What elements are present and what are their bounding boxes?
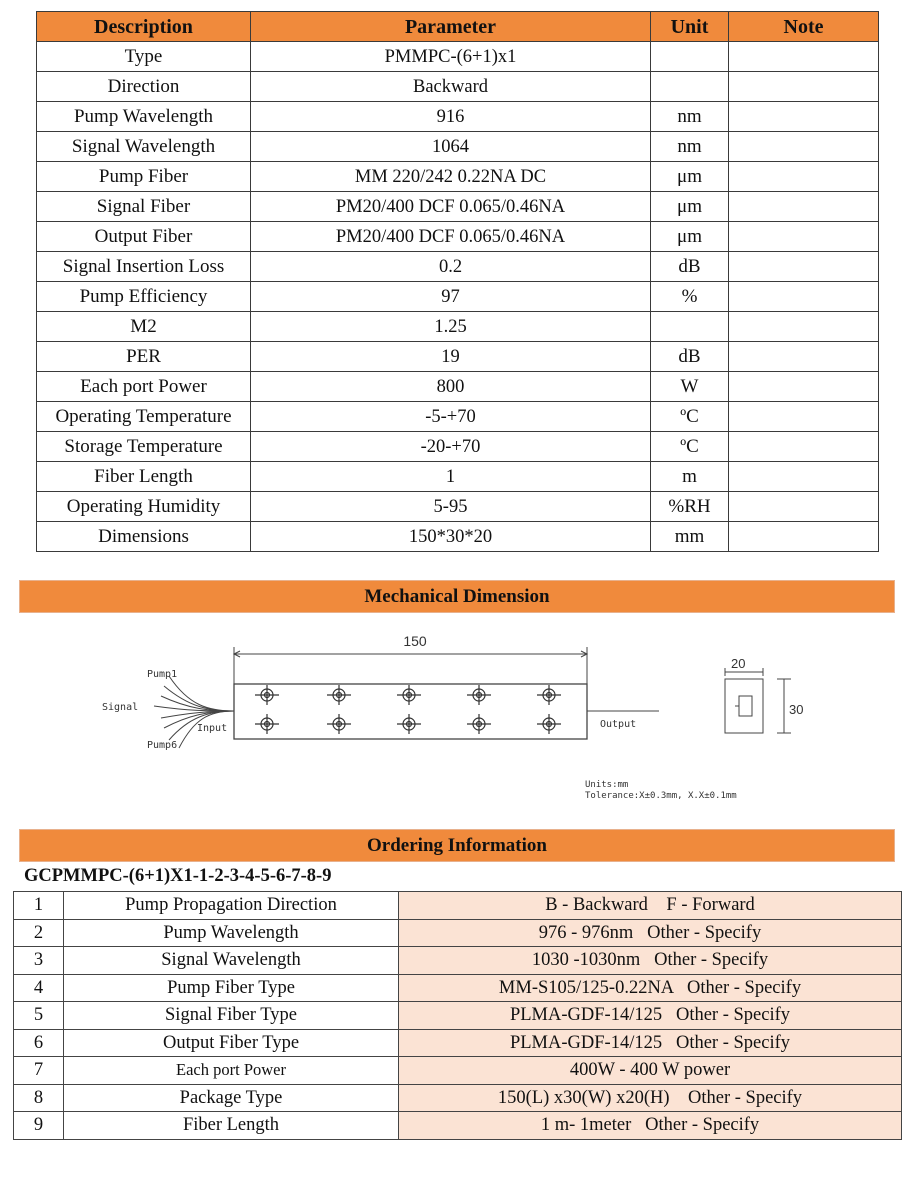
spec-note (729, 312, 879, 342)
ordering-field: Package Type (64, 1084, 399, 1112)
spec-parameter: 97 (251, 282, 651, 312)
spec-note (729, 522, 879, 552)
ordering-row (14, 892, 902, 920)
ordering-field: Pump Fiber Type (64, 974, 399, 1002)
spec-note (729, 492, 879, 522)
ordering-options: B - Backward F - Forward (399, 892, 902, 920)
spec-unit: m (651, 462, 729, 492)
spec-unit (651, 42, 729, 72)
pump6-label: Pump6 (147, 740, 178, 751)
spec-unit: μm (651, 222, 729, 252)
spec-parameter: Backward (251, 72, 651, 102)
screw-hole-icon (537, 685, 561, 705)
spec-unit: nm (651, 132, 729, 162)
ordering-information-header: Ordering Information (19, 829, 895, 862)
ordering-row (14, 1057, 902, 1085)
pump1-label: Pump1 (147, 669, 178, 680)
spec-description: Direction (37, 72, 251, 102)
ordering-table-body (14, 892, 902, 1140)
header-description: Description (37, 12, 251, 42)
signal-label: Signal (102, 702, 139, 713)
height-label: 30 (789, 702, 804, 717)
spec-unit: dB (651, 342, 729, 372)
ordering-options: 1030 -1030nm Other - Specify (399, 947, 902, 975)
spec-unit: % (651, 282, 729, 312)
spec-description: Each port Power (37, 372, 251, 402)
spec-description: Operating Humidity (37, 492, 251, 522)
screw-hole-icon (397, 714, 421, 734)
spec-table-body (37, 42, 879, 552)
ordering-options: 400W - 400 W power (399, 1057, 902, 1085)
spec-unit (651, 312, 729, 342)
spec-parameter: PM20/400 DCF 0.065/0.46NA (251, 222, 651, 252)
mechanical-drawing (19, 614, 895, 814)
units-note: Units:mm (585, 780, 629, 790)
spec-unit: ºC (651, 432, 729, 462)
ordering-options: PLMA-GDF-14/125 Other - Specify (399, 1029, 902, 1057)
screw-hole-icon (537, 714, 561, 734)
ordering-index: 2 (14, 919, 64, 947)
spec-row (37, 42, 879, 72)
length-label: 150 (403, 633, 427, 649)
ordering-field: Pump Wavelength (64, 919, 399, 947)
spec-description: Dimensions (37, 522, 251, 552)
input-label: Input (197, 723, 228, 734)
ordering-row (14, 974, 902, 1002)
ordering-row (14, 1084, 902, 1112)
spec-note (729, 192, 879, 222)
spec-row (37, 372, 879, 402)
ordering-index: 5 (14, 1002, 64, 1030)
output-label: Output (600, 719, 637, 730)
spec-parameter: MM 220/242 0.22NA DC (251, 162, 651, 192)
spec-note (729, 402, 879, 432)
tolerance-note: Tolerance:X±0.3mm, X.X±0.1mm (585, 791, 737, 801)
ordering-index: 7 (14, 1057, 64, 1085)
spec-parameter: PMMPC-(6+1)x1 (251, 42, 651, 72)
spec-parameter: PM20/400 DCF 0.065/0.46NA (251, 192, 651, 222)
screw-hole-icon (327, 714, 351, 734)
ordering-row (14, 1029, 902, 1057)
spec-table (36, 11, 879, 552)
ordering-row (14, 1002, 902, 1030)
spec-parameter: 800 (251, 372, 651, 402)
spec-note (729, 432, 879, 462)
spec-row (37, 162, 879, 192)
spec-note (729, 282, 879, 312)
ordering-options: PLMA-GDF-14/125 Other - Specify (399, 1002, 902, 1030)
ordering-index: 4 (14, 974, 64, 1002)
spec-parameter: -5-+70 (251, 402, 651, 432)
spec-row (37, 312, 879, 342)
spec-unit: %RH (651, 492, 729, 522)
ordering-index: 1 (14, 892, 64, 920)
spec-unit: ºC (651, 402, 729, 432)
spec-row (37, 402, 879, 432)
spec-note (729, 102, 879, 132)
spec-unit: nm (651, 102, 729, 132)
screw-hole-icon (467, 714, 491, 734)
spec-row (37, 222, 879, 252)
spec-description: Output Fiber (37, 222, 251, 252)
screw-hole-icon (467, 685, 491, 705)
ordering-row (14, 1112, 902, 1140)
ordering-field: Signal Wavelength (64, 947, 399, 975)
spec-row (37, 492, 879, 522)
spec-row (37, 522, 879, 552)
screw-hole-icon (397, 685, 421, 705)
spec-unit: W (651, 372, 729, 402)
spec-description: Signal Fiber (37, 192, 251, 222)
spec-parameter: 1.25 (251, 312, 651, 342)
spec-row (37, 192, 879, 222)
spec-note (729, 462, 879, 492)
ordering-table (13, 891, 902, 1140)
spec-parameter: 19 (251, 342, 651, 372)
spec-description: Storage Temperature (37, 432, 251, 462)
screw-hole-icon (255, 685, 279, 705)
spec-note (729, 42, 879, 72)
ordering-index: 3 (14, 947, 64, 975)
end-view-body (725, 679, 763, 733)
ordering-row (14, 919, 902, 947)
ordering-field: Signal Fiber Type (64, 1002, 399, 1030)
ordering-options: MM-S105/125-0.22NA Other - Specify (399, 974, 902, 1002)
input-fiber (169, 676, 234, 711)
spec-header-row (37, 12, 879, 42)
spec-row (37, 462, 879, 492)
spec-description: Signal Insertion Loss (37, 252, 251, 282)
ordering-field: Pump Propagation Direction (64, 892, 399, 920)
ordering-options: 976 - 976nm Other - Specify (399, 919, 902, 947)
width-label: 20 (731, 656, 746, 671)
ordering-index: 6 (14, 1029, 64, 1057)
spec-unit: dB (651, 252, 729, 282)
spec-unit: μm (651, 162, 729, 192)
spec-description: Pump Fiber (37, 162, 251, 192)
screw-hole-icon (255, 714, 279, 734)
spec-unit: mm (651, 522, 729, 552)
spec-note (729, 342, 879, 372)
spec-description: Pump Efficiency (37, 282, 251, 312)
spec-note (729, 222, 879, 252)
spec-note (729, 252, 879, 282)
ordering-field: Fiber Length (64, 1112, 399, 1140)
mechanical-dimension-header: Mechanical Dimension (19, 580, 895, 613)
spec-unit: μm (651, 192, 729, 222)
ordering-options: 150(L) x30(W) x20(H) Other - Specify (399, 1084, 902, 1112)
spec-parameter: 150*30*20 (251, 522, 651, 552)
spec-unit (651, 72, 729, 102)
screw-hole-icon (327, 685, 351, 705)
spec-note (729, 162, 879, 192)
spec-description: M2 (37, 312, 251, 342)
spec-row (37, 252, 879, 282)
ordering-options: 1 m- 1meter Other - Specify (399, 1112, 902, 1140)
spec-description: Fiber Length (37, 462, 251, 492)
spec-parameter: 5-95 (251, 492, 651, 522)
spec-description: Type (37, 42, 251, 72)
spec-note (729, 72, 879, 102)
spec-row (37, 72, 879, 102)
header-unit: Unit (651, 12, 729, 42)
ordering-row (14, 947, 902, 975)
spec-row (37, 432, 879, 462)
spec-description: PER (37, 342, 251, 372)
spec-parameter: -20-+70 (251, 432, 651, 462)
spec-row (37, 342, 879, 372)
ordering-index: 8 (14, 1084, 64, 1112)
ordering-field: Each port Power (64, 1057, 399, 1085)
spec-parameter: 1 (251, 462, 651, 492)
spec-row (37, 132, 879, 162)
ordering-index: 9 (14, 1112, 64, 1140)
spec-description: Operating Temperature (37, 402, 251, 432)
spec-row (37, 102, 879, 132)
header-note: Note (729, 12, 879, 42)
spec-description: Pump Wavelength (37, 102, 251, 132)
spec-description: Signal Wavelength (37, 132, 251, 162)
spec-parameter: 1064 (251, 132, 651, 162)
ordering-field: Output Fiber Type (64, 1029, 399, 1057)
header-parameter: Parameter (251, 12, 651, 42)
spec-note (729, 132, 879, 162)
spec-row (37, 282, 879, 312)
coupler-body (234, 684, 587, 739)
spec-parameter: 916 (251, 102, 651, 132)
spec-note (729, 372, 879, 402)
ordering-code: GCPMMPC-(6+1)X1-1-2-3-4-5-6-7-8-9 (24, 866, 332, 886)
spec-parameter: 0.2 (251, 252, 651, 282)
